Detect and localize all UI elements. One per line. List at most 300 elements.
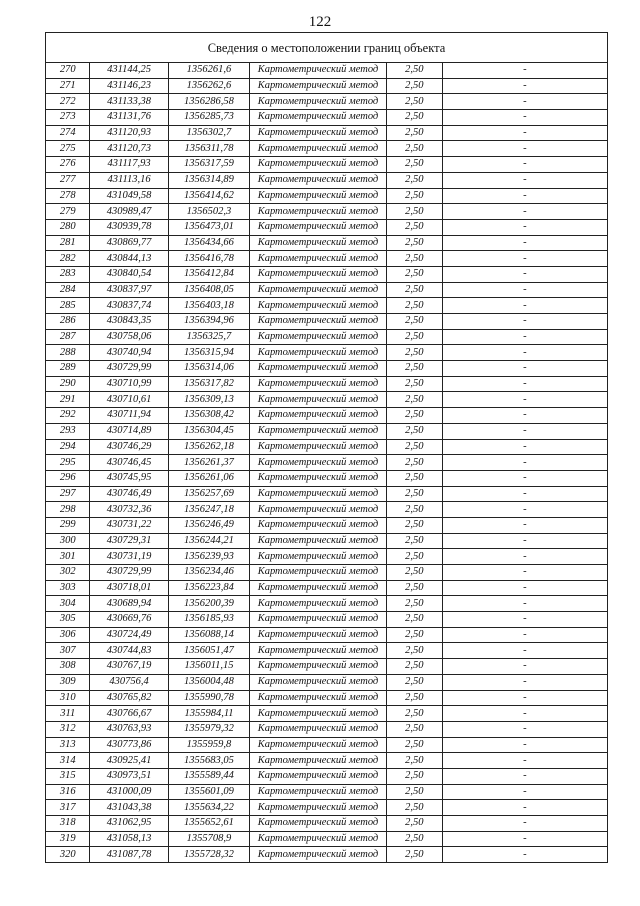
accuracy-cell: 2,50 bbox=[386, 486, 442, 502]
point-number-cell: 318 bbox=[46, 816, 90, 832]
x-coordinate-cell: 430729,99 bbox=[90, 361, 168, 377]
point-number-cell: 301 bbox=[46, 549, 90, 565]
description-cell: - bbox=[442, 502, 607, 518]
accuracy-cell: 2,50 bbox=[386, 470, 442, 486]
method-cell: Картометрический метод bbox=[250, 235, 387, 251]
accuracy-cell: 2,50 bbox=[386, 439, 442, 455]
method-cell: Картометрический метод bbox=[250, 345, 387, 361]
method-cell: Картометрический метод bbox=[250, 612, 387, 628]
method-cell: Картометрический метод bbox=[250, 408, 387, 424]
table-row bbox=[46, 847, 608, 863]
description-cell: - bbox=[442, 172, 607, 188]
y-coordinate-cell: 1356286,58 bbox=[168, 94, 249, 110]
table-row bbox=[46, 643, 608, 659]
method-cell: Картометрический метод bbox=[250, 298, 387, 314]
y-coordinate-cell: 1356185,93 bbox=[168, 612, 249, 628]
table-row bbox=[46, 721, 608, 737]
method-cell: Картометрический метод bbox=[250, 706, 387, 722]
point-number-cell: 291 bbox=[46, 392, 90, 408]
y-coordinate-cell: 1356311,78 bbox=[168, 141, 249, 157]
x-coordinate-cell: 431049,58 bbox=[90, 188, 168, 204]
description-cell: - bbox=[442, 361, 607, 377]
description-cell: - bbox=[442, 94, 607, 110]
point-number-cell: 282 bbox=[46, 251, 90, 267]
point-number-cell: 316 bbox=[46, 784, 90, 800]
table-row bbox=[46, 517, 608, 533]
description-cell: - bbox=[442, 392, 607, 408]
y-coordinate-cell: 1356244,21 bbox=[168, 533, 249, 549]
accuracy-cell: 2,50 bbox=[386, 219, 442, 235]
table-row bbox=[46, 251, 608, 267]
accuracy-cell: 2,50 bbox=[386, 612, 442, 628]
x-coordinate-cell: 430844,13 bbox=[90, 251, 168, 267]
accuracy-cell: 2,50 bbox=[386, 345, 442, 361]
x-coordinate-cell: 430714,89 bbox=[90, 423, 168, 439]
method-cell: Картометрический метод bbox=[250, 643, 387, 659]
point-number-cell: 302 bbox=[46, 565, 90, 581]
description-cell: - bbox=[442, 219, 607, 235]
method-cell: Картометрический метод bbox=[250, 455, 387, 471]
description-cell: - bbox=[442, 816, 607, 832]
description-cell: - bbox=[442, 847, 607, 863]
description-cell: - bbox=[442, 63, 607, 79]
x-coordinate-cell: 430773,86 bbox=[90, 737, 168, 753]
method-cell: Картометрический метод bbox=[250, 110, 387, 126]
y-coordinate-cell: 1356317,59 bbox=[168, 157, 249, 173]
point-number-cell: 295 bbox=[46, 455, 90, 471]
point-number-cell: 300 bbox=[46, 533, 90, 549]
point-number-cell: 306 bbox=[46, 627, 90, 643]
x-coordinate-cell: 430767,19 bbox=[90, 659, 168, 675]
method-cell: Картометрический метод bbox=[250, 768, 387, 784]
description-cell: - bbox=[442, 674, 607, 690]
description-cell: - bbox=[442, 486, 607, 502]
y-coordinate-cell: 1356304,45 bbox=[168, 423, 249, 439]
point-number-cell: 273 bbox=[46, 110, 90, 126]
x-coordinate-cell: 430746,29 bbox=[90, 439, 168, 455]
table-row bbox=[46, 737, 608, 753]
description-cell: - bbox=[442, 188, 607, 204]
method-cell: Картометрический метод bbox=[250, 580, 387, 596]
accuracy-cell: 2,50 bbox=[386, 266, 442, 282]
y-coordinate-cell: 1356223,84 bbox=[168, 580, 249, 596]
table-row bbox=[46, 549, 608, 565]
point-number-cell: 275 bbox=[46, 141, 90, 157]
table-row bbox=[46, 141, 608, 157]
x-coordinate-cell: 430710,61 bbox=[90, 392, 168, 408]
table-row bbox=[46, 361, 608, 377]
description-cell: - bbox=[442, 533, 607, 549]
method-cell: Картометрический метод bbox=[250, 157, 387, 173]
y-coordinate-cell: 1356414,62 bbox=[168, 188, 249, 204]
point-number-cell: 278 bbox=[46, 188, 90, 204]
table-row bbox=[46, 674, 608, 690]
table-row bbox=[46, 235, 608, 251]
y-coordinate-cell: 1356408,05 bbox=[168, 282, 249, 298]
x-coordinate-cell: 430732,36 bbox=[90, 502, 168, 518]
description-cell: - bbox=[442, 329, 607, 345]
x-coordinate-cell: 431146,23 bbox=[90, 78, 168, 94]
accuracy-cell: 2,50 bbox=[386, 282, 442, 298]
accuracy-cell: 2,50 bbox=[386, 627, 442, 643]
y-coordinate-cell: 1355984,11 bbox=[168, 706, 249, 722]
point-number-cell: 317 bbox=[46, 800, 90, 816]
method-cell: Картометрический метод bbox=[250, 502, 387, 518]
x-coordinate-cell: 431043,38 bbox=[90, 800, 168, 816]
x-coordinate-cell: 430939,78 bbox=[90, 219, 168, 235]
method-cell: Картометрический метод bbox=[250, 627, 387, 643]
accuracy-cell: 2,50 bbox=[386, 141, 442, 157]
point-number-cell: 281 bbox=[46, 235, 90, 251]
x-coordinate-cell: 430840,54 bbox=[90, 266, 168, 282]
point-number-cell: 284 bbox=[46, 282, 90, 298]
description-cell: - bbox=[442, 251, 607, 267]
y-coordinate-cell: 1355728,32 bbox=[168, 847, 249, 863]
table-row bbox=[46, 376, 608, 392]
y-coordinate-cell: 1356502,3 bbox=[168, 204, 249, 220]
accuracy-cell: 2,50 bbox=[386, 533, 442, 549]
accuracy-cell: 2,50 bbox=[386, 235, 442, 251]
y-coordinate-cell: 1355601,09 bbox=[168, 784, 249, 800]
x-coordinate-cell: 430718,01 bbox=[90, 580, 168, 596]
y-coordinate-cell: 1355589,44 bbox=[168, 768, 249, 784]
point-number-cell: 293 bbox=[46, 423, 90, 439]
table-row bbox=[46, 455, 608, 471]
accuracy-cell: 2,50 bbox=[386, 94, 442, 110]
point-number-cell: 274 bbox=[46, 125, 90, 141]
table-row bbox=[46, 78, 608, 94]
x-coordinate-cell: 431144,25 bbox=[90, 63, 168, 79]
table-row bbox=[46, 753, 608, 769]
accuracy-cell: 2,50 bbox=[386, 172, 442, 188]
table-row bbox=[46, 816, 608, 832]
point-number-cell: 320 bbox=[46, 847, 90, 863]
method-cell: Картометрический метод bbox=[250, 784, 387, 800]
accuracy-cell: 2,50 bbox=[386, 643, 442, 659]
method-cell: Картометрический метод bbox=[250, 423, 387, 439]
x-coordinate-cell: 430837,97 bbox=[90, 282, 168, 298]
accuracy-cell: 2,50 bbox=[386, 423, 442, 439]
x-coordinate-cell: 431113,16 bbox=[90, 172, 168, 188]
method-cell: Картометрический метод bbox=[250, 78, 387, 94]
point-number-cell: 287 bbox=[46, 329, 90, 345]
method-cell: Картометрический метод bbox=[250, 517, 387, 533]
point-number-cell: 270 bbox=[46, 63, 90, 79]
table-row bbox=[46, 110, 608, 126]
description-cell: - bbox=[442, 141, 607, 157]
description-cell: - bbox=[442, 455, 607, 471]
description-cell: - bbox=[442, 768, 607, 784]
y-coordinate-cell: 1356412,84 bbox=[168, 266, 249, 282]
point-number-cell: 312 bbox=[46, 721, 90, 737]
x-coordinate-cell: 430744,83 bbox=[90, 643, 168, 659]
method-cell: Картометрический метод bbox=[250, 533, 387, 549]
description-cell: - bbox=[442, 706, 607, 722]
point-number-cell: 286 bbox=[46, 314, 90, 330]
point-number-cell: 288 bbox=[46, 345, 90, 361]
method-cell: Картометрический метод bbox=[250, 251, 387, 267]
description-cell: - bbox=[442, 204, 607, 220]
y-coordinate-cell: 1356246,49 bbox=[168, 517, 249, 533]
table-row bbox=[46, 800, 608, 816]
point-number-cell: 294 bbox=[46, 439, 90, 455]
description-cell: - bbox=[442, 408, 607, 424]
description-cell: - bbox=[442, 831, 607, 847]
point-number-cell: 271 bbox=[46, 78, 90, 94]
y-coordinate-cell: 1356234,46 bbox=[168, 565, 249, 581]
method-cell: Картометрический метод bbox=[250, 847, 387, 863]
table-row bbox=[46, 580, 608, 596]
point-number-cell: 285 bbox=[46, 298, 90, 314]
y-coordinate-cell: 1356314,89 bbox=[168, 172, 249, 188]
x-coordinate-cell: 430689,94 bbox=[90, 596, 168, 612]
x-coordinate-cell: 431133,38 bbox=[90, 94, 168, 110]
method-cell: Картометрический метод bbox=[250, 314, 387, 330]
method-cell: Картометрический метод bbox=[250, 282, 387, 298]
point-number-cell: 319 bbox=[46, 831, 90, 847]
y-coordinate-cell: 1355683,05 bbox=[168, 753, 249, 769]
accuracy-cell: 2,50 bbox=[386, 188, 442, 204]
x-coordinate-cell: 430745,95 bbox=[90, 470, 168, 486]
x-coordinate-cell: 430766,67 bbox=[90, 706, 168, 722]
table-row bbox=[46, 596, 608, 612]
x-coordinate-cell: 430843,35 bbox=[90, 314, 168, 330]
method-cell: Картометрический метод bbox=[250, 94, 387, 110]
accuracy-cell: 2,50 bbox=[386, 674, 442, 690]
accuracy-cell: 2,50 bbox=[386, 580, 442, 596]
method-cell: Картометрический метод bbox=[250, 219, 387, 235]
table-row bbox=[46, 172, 608, 188]
table-row bbox=[46, 345, 608, 361]
point-number-cell: 315 bbox=[46, 768, 90, 784]
y-coordinate-cell: 1356088,14 bbox=[168, 627, 249, 643]
y-coordinate-cell: 1356473,01 bbox=[168, 219, 249, 235]
accuracy-cell: 2,50 bbox=[386, 376, 442, 392]
table-row bbox=[46, 612, 608, 628]
method-cell: Картометрический метод bbox=[250, 172, 387, 188]
y-coordinate-cell: 1356262,6 bbox=[168, 78, 249, 94]
method-cell: Картометрический метод bbox=[250, 674, 387, 690]
table-row bbox=[46, 282, 608, 298]
table-title-row bbox=[46, 33, 608, 63]
accuracy-cell: 2,50 bbox=[386, 314, 442, 330]
point-number-cell: 303 bbox=[46, 580, 90, 596]
point-number-cell: 311 bbox=[46, 706, 90, 722]
accuracy-cell: 2,50 bbox=[386, 596, 442, 612]
point-number-cell: 292 bbox=[46, 408, 90, 424]
y-coordinate-cell: 1356285,73 bbox=[168, 110, 249, 126]
table-row bbox=[46, 298, 608, 314]
point-number-cell: 298 bbox=[46, 502, 90, 518]
description-cell: - bbox=[442, 549, 607, 565]
point-number-cell: 309 bbox=[46, 674, 90, 690]
method-cell: Картометрический метод bbox=[250, 721, 387, 737]
y-coordinate-cell: 1356302,7 bbox=[168, 125, 249, 141]
accuracy-cell: 2,50 bbox=[386, 800, 442, 816]
x-coordinate-cell: 431087,78 bbox=[90, 847, 168, 863]
table-row bbox=[46, 266, 608, 282]
x-coordinate-cell: 430758,06 bbox=[90, 329, 168, 345]
point-number-cell: 297 bbox=[46, 486, 90, 502]
point-number-cell: 277 bbox=[46, 172, 90, 188]
table-row bbox=[46, 470, 608, 486]
y-coordinate-cell: 1356051,47 bbox=[168, 643, 249, 659]
accuracy-cell: 2,50 bbox=[386, 784, 442, 800]
x-coordinate-cell: 431131,76 bbox=[90, 110, 168, 126]
page-number: 122 bbox=[308, 14, 332, 30]
point-number-cell: 283 bbox=[46, 266, 90, 282]
y-coordinate-cell: 1356315,94 bbox=[168, 345, 249, 361]
y-coordinate-cell: 1356308,42 bbox=[168, 408, 249, 424]
description-cell: - bbox=[442, 753, 607, 769]
description-cell: - bbox=[442, 659, 607, 675]
method-cell: Картометрический метод bbox=[250, 329, 387, 345]
accuracy-cell: 2,50 bbox=[386, 251, 442, 267]
method-cell: Картометрический метод bbox=[250, 125, 387, 141]
y-coordinate-cell: 1355979,32 bbox=[168, 721, 249, 737]
y-coordinate-cell: 1356257,69 bbox=[168, 486, 249, 502]
point-number-cell: 289 bbox=[46, 361, 90, 377]
boundary-coordinates-table bbox=[45, 32, 608, 863]
table-row bbox=[46, 219, 608, 235]
method-cell: Картометрический метод bbox=[250, 204, 387, 220]
accuracy-cell: 2,50 bbox=[386, 298, 442, 314]
accuracy-cell: 2,50 bbox=[386, 392, 442, 408]
x-coordinate-cell: 430724,49 bbox=[90, 627, 168, 643]
y-coordinate-cell: 1356011,15 bbox=[168, 659, 249, 675]
table-row bbox=[46, 125, 608, 141]
description-cell: - bbox=[442, 612, 607, 628]
description-cell: - bbox=[442, 282, 607, 298]
table-row bbox=[46, 204, 608, 220]
method-cell: Картометрический метод bbox=[250, 376, 387, 392]
accuracy-cell: 2,50 bbox=[386, 78, 442, 94]
description-cell: - bbox=[442, 345, 607, 361]
method-cell: Картометрический метод bbox=[250, 831, 387, 847]
description-cell: - bbox=[442, 266, 607, 282]
description-cell: - bbox=[442, 737, 607, 753]
method-cell: Картометрический метод bbox=[250, 549, 387, 565]
table-row bbox=[46, 63, 608, 79]
point-number-cell: 313 bbox=[46, 737, 90, 753]
table-row bbox=[46, 659, 608, 675]
description-cell: - bbox=[442, 470, 607, 486]
table-row bbox=[46, 423, 608, 439]
x-coordinate-cell: 430763,93 bbox=[90, 721, 168, 737]
point-number-cell: 304 bbox=[46, 596, 90, 612]
method-cell: Картометрический метод bbox=[250, 63, 387, 79]
accuracy-cell: 2,50 bbox=[386, 690, 442, 706]
point-number-cell: 290 bbox=[46, 376, 90, 392]
table-row bbox=[46, 627, 608, 643]
description-cell: - bbox=[442, 423, 607, 439]
accuracy-cell: 2,50 bbox=[386, 768, 442, 784]
x-coordinate-cell: 431120,93 bbox=[90, 125, 168, 141]
description-cell: - bbox=[442, 517, 607, 533]
method-cell: Картометрический метод bbox=[250, 659, 387, 675]
table-row bbox=[46, 408, 608, 424]
point-number-cell: 305 bbox=[46, 612, 90, 628]
accuracy-cell: 2,50 bbox=[386, 408, 442, 424]
method-cell: Картометрический метод bbox=[250, 141, 387, 157]
x-coordinate-cell: 430731,19 bbox=[90, 549, 168, 565]
point-number-cell: 299 bbox=[46, 517, 90, 533]
point-number-cell: 307 bbox=[46, 643, 90, 659]
accuracy-cell: 2,50 bbox=[386, 721, 442, 737]
x-coordinate-cell: 430756,4 bbox=[90, 674, 168, 690]
accuracy-cell: 2,50 bbox=[386, 549, 442, 565]
x-coordinate-cell: 430731,22 bbox=[90, 517, 168, 533]
accuracy-cell: 2,50 bbox=[386, 455, 442, 471]
method-cell: Картометрический метод bbox=[250, 816, 387, 832]
y-coordinate-cell: 1356261,37 bbox=[168, 455, 249, 471]
accuracy-cell: 2,50 bbox=[386, 517, 442, 533]
x-coordinate-cell: 430711,94 bbox=[90, 408, 168, 424]
method-cell: Картометрический метод bbox=[250, 470, 387, 486]
y-coordinate-cell: 1356004,48 bbox=[168, 674, 249, 690]
y-coordinate-cell: 1356247,18 bbox=[168, 502, 249, 518]
y-coordinate-cell: 1356314,06 bbox=[168, 361, 249, 377]
y-coordinate-cell: 1356394,96 bbox=[168, 314, 249, 330]
x-coordinate-cell: 430869,77 bbox=[90, 235, 168, 251]
description-cell: - bbox=[442, 690, 607, 706]
table-row bbox=[46, 157, 608, 173]
description-cell: - bbox=[442, 78, 607, 94]
description-cell: - bbox=[442, 580, 607, 596]
point-number-cell: 310 bbox=[46, 690, 90, 706]
table-title: Сведения о местоположении границ объекта bbox=[46, 33, 608, 63]
x-coordinate-cell: 430669,76 bbox=[90, 612, 168, 628]
x-coordinate-cell: 430729,31 bbox=[90, 533, 168, 549]
table-row bbox=[46, 784, 608, 800]
table-row bbox=[46, 690, 608, 706]
accuracy-cell: 2,50 bbox=[386, 110, 442, 126]
y-coordinate-cell: 1355634,22 bbox=[168, 800, 249, 816]
description-cell: - bbox=[442, 125, 607, 141]
description-cell: - bbox=[442, 784, 607, 800]
description-cell: - bbox=[442, 314, 607, 330]
y-coordinate-cell: 1356262,18 bbox=[168, 439, 249, 455]
x-coordinate-cell: 431000,09 bbox=[90, 784, 168, 800]
method-cell: Картометрический метод bbox=[250, 753, 387, 769]
point-number-cell: 279 bbox=[46, 204, 90, 220]
table-row bbox=[46, 329, 608, 345]
y-coordinate-cell: 1356403,18 bbox=[168, 298, 249, 314]
method-cell: Картометрический метод bbox=[250, 439, 387, 455]
accuracy-cell: 2,50 bbox=[386, 816, 442, 832]
table-row bbox=[46, 502, 608, 518]
x-coordinate-cell: 431058,13 bbox=[90, 831, 168, 847]
accuracy-cell: 2,50 bbox=[386, 831, 442, 847]
y-coordinate-cell: 1356325,7 bbox=[168, 329, 249, 345]
x-coordinate-cell: 430989,47 bbox=[90, 204, 168, 220]
table-row bbox=[46, 94, 608, 110]
accuracy-cell: 2,50 bbox=[386, 659, 442, 675]
y-coordinate-cell: 1355959,8 bbox=[168, 737, 249, 753]
y-coordinate-cell: 1356261,06 bbox=[168, 470, 249, 486]
description-cell: - bbox=[442, 235, 607, 251]
x-coordinate-cell: 430925,41 bbox=[90, 753, 168, 769]
description-cell: - bbox=[442, 565, 607, 581]
x-coordinate-cell: 430710,99 bbox=[90, 376, 168, 392]
table-row bbox=[46, 188, 608, 204]
y-coordinate-cell: 1355708,9 bbox=[168, 831, 249, 847]
x-coordinate-cell: 430746,49 bbox=[90, 486, 168, 502]
method-cell: Картометрический метод bbox=[250, 392, 387, 408]
table-row bbox=[46, 533, 608, 549]
accuracy-cell: 2,50 bbox=[386, 502, 442, 518]
description-cell: - bbox=[442, 643, 607, 659]
